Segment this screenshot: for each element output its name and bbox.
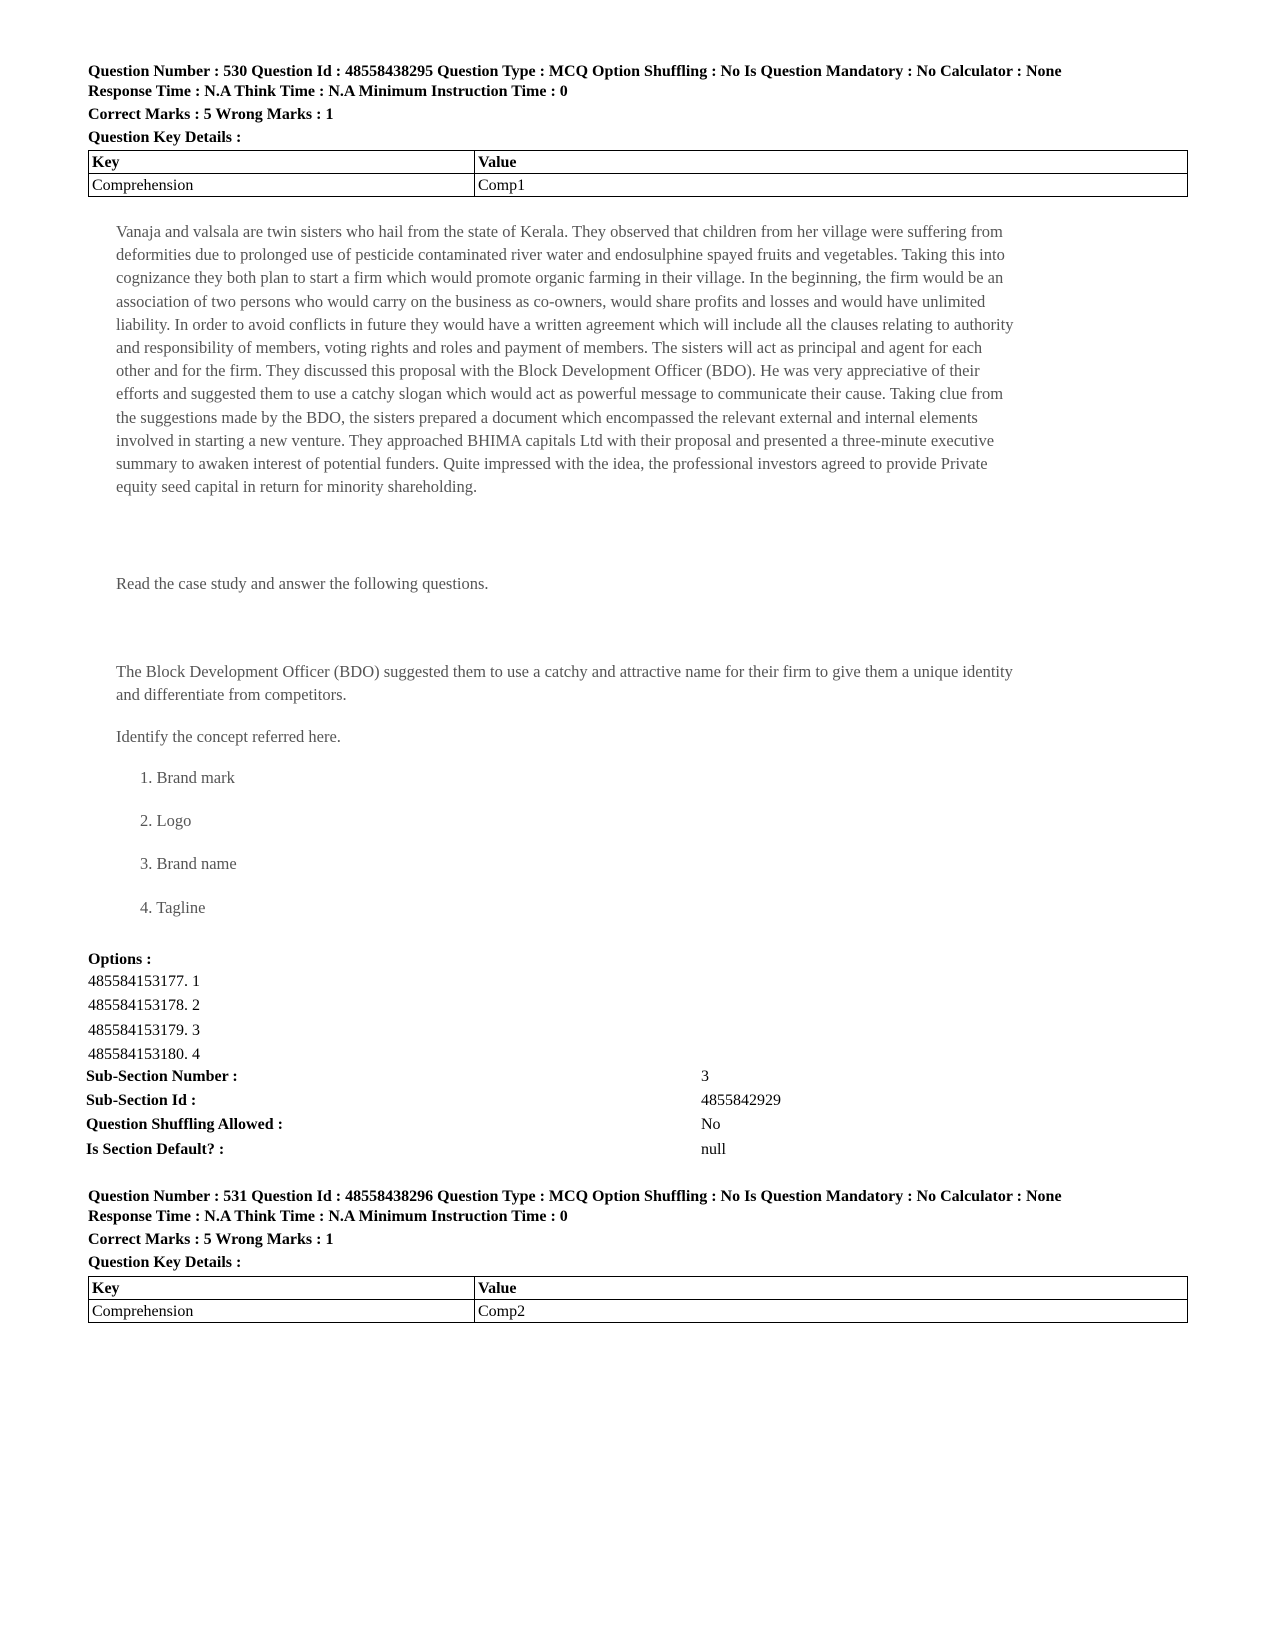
section-default-value: null xyxy=(701,1140,726,1158)
passage-text: Vanaja and valsala are twin sisters who hail from the state of Kerala. They observed that children from her village were suffering from deformities due to prolonged use of pesticide contaminated river water and endosulphine spayed fruits and vegetables. Taking this into cognizance they both plan to start a firm which would promote organic farming in their village. In the beginning, the firm would be an association of two persons who would carry on the business as co-owners, would share profits and losses and would have unlimited liability. In order to avoid conflicts in future they would have a written agreement which will include all the clauses relating to authority and responsibility of members, voting rights and roles and payment of members. The sisters will act as principal and agent for each other and for the firm. They discussed this proposal with the Block Development Officer (BDO). He was very appreciative of their efforts and suggested them to use a catchy slogan which would act as powerful message to communicate their cause. Taking clue from the suggestions made by the BDO, the sisters prepared a document which encompassed the relevant external and internal elements involved in starting a new venture. They approached BHIMA capitals Ltd with their proposal and presented a three-minute executive summary to awaken interest of potential funders. Quite impressed with the idea, the professional investors agreed to provide Private equity seed capital in return for minority shareholding. xyxy=(116,222,1014,497)
key-header: Key xyxy=(89,151,475,174)
question-530-marks: Correct Marks : 5 Wrong Marks : 1 xyxy=(88,106,334,123)
option-item: 485584153178. 2 xyxy=(88,997,200,1015)
value-cell: Comp1 xyxy=(475,174,1188,197)
question-531-header-line2: Response Time : N.A Think Time : N.A Minimum Instruction Time : 0 xyxy=(88,1207,568,1225)
question-shuffling-label: Question Shuffling Allowed : xyxy=(86,1116,283,1134)
case-study-passage xyxy=(116,220,1016,498)
choice-2: 2. Logo xyxy=(140,811,192,830)
options-list xyxy=(88,970,200,1067)
question-531-key-table xyxy=(88,1276,1188,1323)
case-study-instruction: Read the case study and answer the following questions. xyxy=(116,574,489,593)
question-531-header xyxy=(88,1187,1188,1226)
question-531-key-details-label: Question Key Details : xyxy=(88,1254,242,1271)
table-header-row xyxy=(89,151,1188,174)
question-530-key-details-label: Question Key Details : xyxy=(88,129,242,146)
option-item: 485584153180. 4 xyxy=(88,1045,200,1063)
section-default-label: Is Section Default? : xyxy=(86,1140,225,1158)
question-530-header-line1: Question Number : 530 Question Id : 48558438295 Question Type : MCQ Option Shuffling : No Is Question Mandatory : No Calculator : None xyxy=(88,63,1062,80)
value-cell: Comp2 xyxy=(475,1300,1188,1323)
value-header: Value xyxy=(475,151,1188,174)
option-item: 485584153179. 3 xyxy=(88,1021,200,1039)
question-prompt: Identify the concept referred here. xyxy=(116,727,341,746)
subsection-id-value: 4855842929 xyxy=(701,1092,781,1110)
key-cell: Comprehension xyxy=(89,174,475,197)
question-shuffling-value: No xyxy=(701,1116,721,1134)
key-header: Key xyxy=(89,1277,475,1300)
choice-4: 4. Tagline xyxy=(140,898,206,917)
question-530-header-line2: Response Time : N.A Think Time : N.A Minimum Instruction Time : 0 xyxy=(88,82,568,100)
question-531-marks: Correct Marks : 5 Wrong Marks : 1 xyxy=(88,1231,334,1248)
table-row xyxy=(89,174,1188,197)
options-label: Options : xyxy=(88,951,152,968)
table-header-row xyxy=(89,1277,1188,1300)
subsection-number-value: 3 xyxy=(701,1068,709,1085)
table-row xyxy=(89,1300,1188,1323)
question-text: The Block Development Officer (BDO) suggested them to use a catchy and attractive name for their firm to give them a unique identity and differentiate from competitors. xyxy=(116,662,1013,705)
choice-1: 1. Brand mark xyxy=(140,768,235,787)
subsection-id-label: Sub-Section Id : xyxy=(86,1092,197,1110)
subsection-number-label: Sub-Section Number : xyxy=(86,1068,238,1085)
value-header: Value xyxy=(475,1277,1188,1300)
option-item: 485584153177. 1 xyxy=(88,973,200,990)
key-cell: Comprehension xyxy=(89,1300,475,1323)
question-530-header xyxy=(88,62,1188,101)
question-530-key-table xyxy=(88,150,1188,197)
choice-3: 3. Brand name xyxy=(140,854,237,873)
question-531-header-line1: Question Number : 531 Question Id : 48558438296 Question Type : MCQ Option Shuffling : No Is Question Mandatory : No Calculator : None xyxy=(88,1188,1062,1205)
